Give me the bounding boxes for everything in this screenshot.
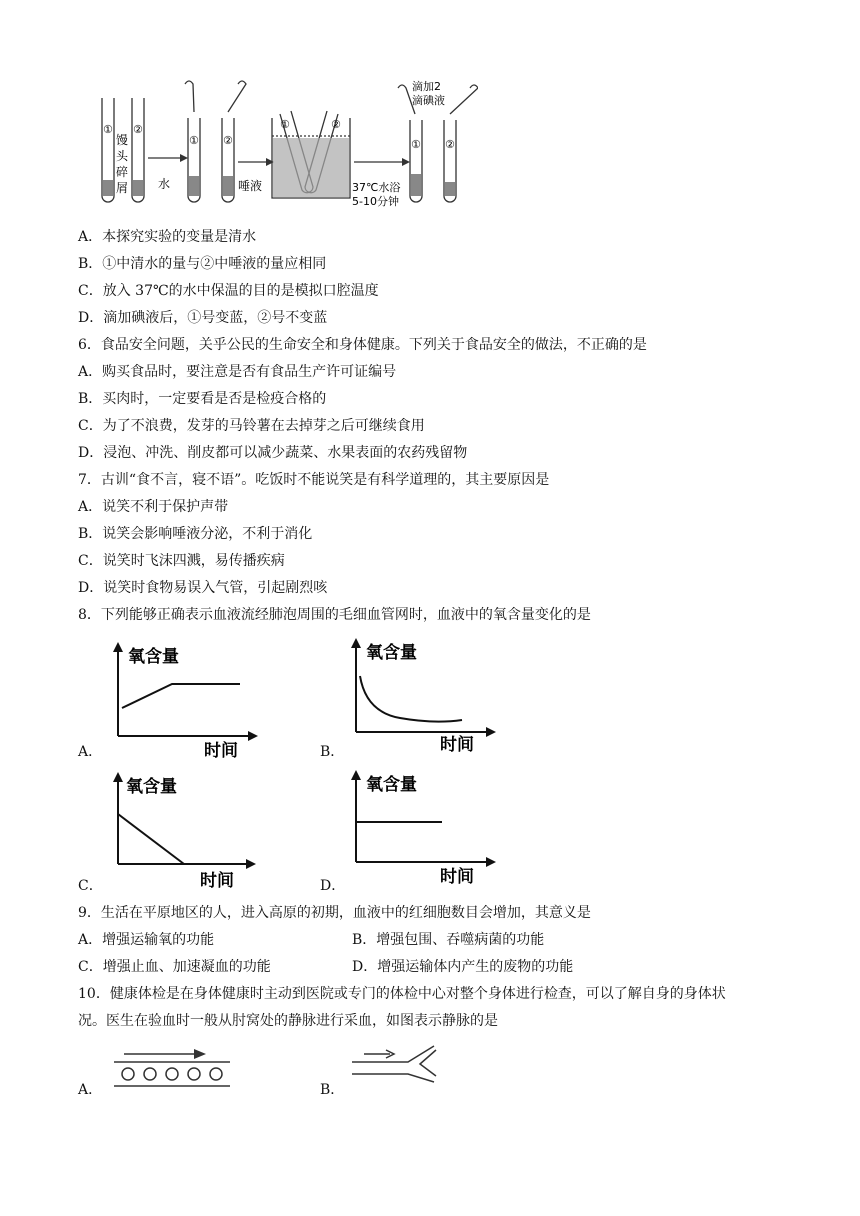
vessel-b xyxy=(350,1042,450,1086)
iodine-label-1: 滴加2 xyxy=(412,80,441,93)
q5-option-b: B．①中清水的量与②中唾液的量应相同 xyxy=(78,256,327,272)
graph-d-xlabel: 时间 xyxy=(440,867,474,887)
q5-option-a: A．本探究实验的变量是清水 xyxy=(78,229,257,245)
graph-c-xlabel: 时间 xyxy=(200,871,234,891)
q9-option-c: C．增强止血、加速凝血的功能 xyxy=(78,959,271,975)
q8-caption-a: A． xyxy=(78,744,103,760)
tube2-mark-3: ② xyxy=(331,118,341,131)
tube2-mark: ② xyxy=(133,123,143,136)
q8-stem: 8．下列能够正确表示血液流经肺泡周围的毛细血管网时，血液中的氧含量变化的是 xyxy=(78,607,591,623)
vessel-a xyxy=(112,1046,234,1090)
graph-a-ylabel: 氧含量 xyxy=(128,647,179,667)
q8-caption-b: B． xyxy=(320,744,345,760)
mantou-char-3: 碎 xyxy=(116,165,129,179)
mantou-char-2: 头 xyxy=(116,149,129,163)
q10-caption-a: A． xyxy=(78,1082,103,1098)
graph-b-xlabel: 时间 xyxy=(440,735,474,755)
mantou-char-1: 馒 xyxy=(116,133,129,147)
q10-caption-b: B． xyxy=(320,1082,345,1098)
q5-option-c: C．放入 37℃的水中保温的目的是模拟口腔温度 xyxy=(78,283,379,299)
q6-option-b: B．买肉时，一定要看是否是检疫合格的 xyxy=(78,391,327,407)
q9-option-b: B．增强包围、吞噬病菌的功能 xyxy=(352,932,545,948)
tube2-mark-2: ② xyxy=(223,134,233,147)
graph-c-ylabel: 氧含量 xyxy=(126,777,177,797)
tube1-mark: ① xyxy=(103,123,113,136)
water-label: 水 xyxy=(158,177,171,191)
q7-option-c: C．说笑时飞沫四溅，易传播疾病 xyxy=(78,553,285,569)
q10-stem-line2: 况。医生在验血时一般从肘窝处的静脉进行采血，如图表示静脉的是 xyxy=(78,1013,498,1029)
mantou-char-4: 屑 xyxy=(116,181,129,195)
graph-b xyxy=(340,636,510,760)
tube1-mark-4: ① xyxy=(411,138,421,151)
q6-option-a: A．购买食品时，要注意是否有食品生产许可证编号 xyxy=(78,364,397,380)
q6-option-c: C．为了不浪费，发芽的马铃薯在去掉芽之后可继续食用 xyxy=(78,418,425,434)
bath-label-1: 37℃水浴 xyxy=(352,181,401,194)
q8-caption-d: D． xyxy=(320,878,346,894)
q9-option-d: D．增强运输体内产生的废物的功能 xyxy=(352,959,574,975)
q7-stem: 7．古训“食不言，寝不语”。吃饭时不能说笑是有科学道理的，其主要原因是 xyxy=(78,472,550,488)
graph-c xyxy=(100,770,270,892)
tube1-mark-2: ① xyxy=(189,134,199,147)
graph-d-ylabel: 氧含量 xyxy=(366,775,417,795)
q6-option-d: D．浸泡、冲洗、削皮都可以减少蔬菜、水果表面的农药残留物 xyxy=(78,445,468,461)
iodine-label-2: 滴碘液 xyxy=(412,94,445,107)
mantou-label xyxy=(116,132,132,195)
q7-option-b: B．说笑会影响唾液分泌，不利于消化 xyxy=(78,526,313,542)
q8-caption-c: C． xyxy=(78,878,103,894)
q9-option-a: A．增强运输氧的功能 xyxy=(78,932,215,948)
q7-option-a: A．说笑不利于保护声带 xyxy=(78,499,229,515)
graph-d xyxy=(340,766,510,890)
saliva-label: 唾液 xyxy=(238,179,263,193)
q7-option-d: D．说笑时食物易误入气管，引起剧烈咳 xyxy=(78,580,328,596)
bath-label-2: 5-10分钟 xyxy=(352,195,399,208)
tube2-mark-4: ② xyxy=(445,138,455,151)
q6-stem: 6．食品安全问题，关乎公民的生命安全和身体健康。下列关于食品安全的做法，不正确的是 xyxy=(78,337,647,353)
graph-a-xlabel: 时间 xyxy=(204,741,238,760)
graph-b-ylabel: 氧含量 xyxy=(366,643,417,663)
graph-a xyxy=(100,640,270,760)
q5-option-d: D．滴加碘液后，①号变蓝，②号不变蓝 xyxy=(78,310,328,326)
tube1-mark-3: ① xyxy=(280,118,290,131)
q9-stem: 9．生活在平原地区的人，进入高原的初期，血液中的红细胞数目会增加，其意义是 xyxy=(78,905,591,921)
q10-stem-line1: 10．健康体检是在身体健康时主动到医院或专门的体检中心对整个身体进行检查，可以了解自身的身体状 xyxy=(78,986,726,1002)
experiment-figure xyxy=(88,78,478,210)
